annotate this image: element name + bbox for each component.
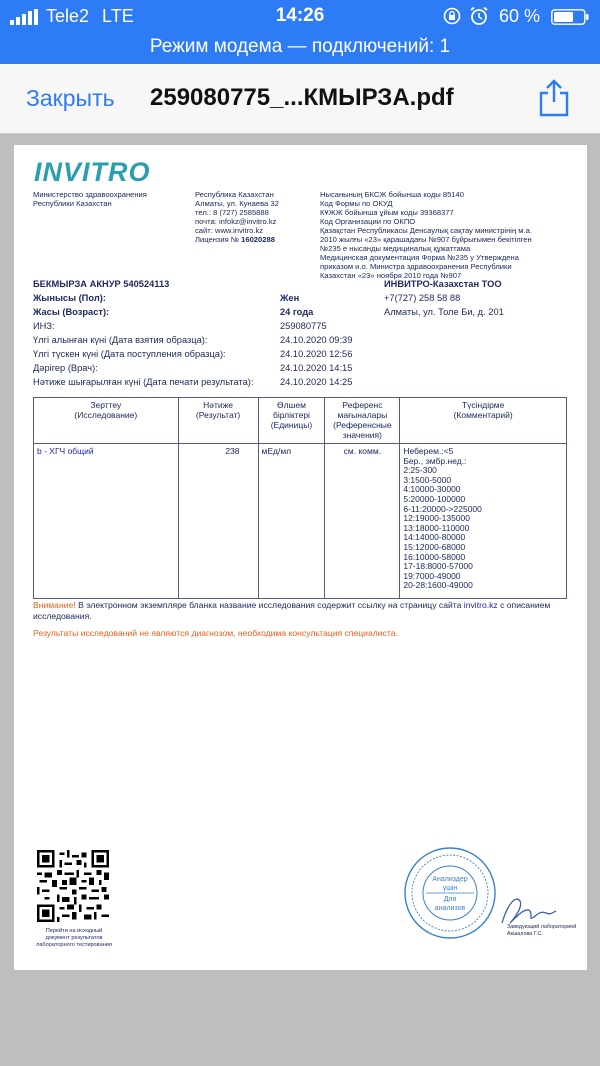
comment-line: 20-28:1600-49000 xyxy=(403,580,473,591)
header-line: Зерттеу xyxy=(90,400,122,410)
signature-caption-line: Акшалова Г.С. xyxy=(507,931,543,937)
sex-label: Жынысы (Пол): xyxy=(33,293,106,303)
header-line: (Комментарий) xyxy=(453,410,513,420)
form-code-line: Қазақстан Республикасы Денсаулық сақтау министрінің м.а. xyxy=(320,226,532,235)
form-code-line: Нысанының БКСЖ бойынша коды 85140 xyxy=(320,190,464,199)
stamp-line: анализов xyxy=(434,905,466,912)
lab-phone: +7(727) 258 58 88 xyxy=(384,293,461,303)
qr-caption-line: лабораторного тестирования xyxy=(36,942,112,948)
rotation-lock-icon xyxy=(443,7,461,25)
comment-line: 12:19000-135000 xyxy=(403,513,470,524)
table-header-row xyxy=(34,398,567,444)
sample-taken-label: Үлгі алынған күні (Дата взятия образца): xyxy=(33,335,208,345)
comment-line: 2:25-300 xyxy=(403,465,437,476)
reference-value: см. комм. xyxy=(325,444,400,599)
network-type: LTE xyxy=(102,6,134,26)
warning-text-end: с описанием исследования. xyxy=(33,600,551,621)
header-units xyxy=(258,398,325,444)
header-comment xyxy=(400,398,567,444)
table-row xyxy=(34,444,567,599)
license-number: 16020288 xyxy=(241,235,275,244)
header-line: Референс xyxy=(342,400,383,410)
inz-label: ИНЗ: xyxy=(33,321,55,331)
unit-value: мЕд/мл xyxy=(258,444,325,599)
document-nav-bar xyxy=(0,64,600,134)
comment-line: 6-11:20000->225000 xyxy=(403,503,482,514)
header-line: мағыналары xyxy=(337,410,388,420)
stamp-line: Анализдер xyxy=(432,876,468,883)
age-value: 24 года xyxy=(280,307,314,317)
invitro-site-link[interactable]: invitro.kz xyxy=(463,600,498,610)
clock: 14:26 xyxy=(275,5,325,26)
warning-label: Внимание! xyxy=(33,600,76,610)
warning-notice xyxy=(33,600,573,622)
age-label: Жасы (Возраст): xyxy=(33,307,110,317)
header-result xyxy=(178,398,258,444)
sample-taken-value: 24.10.2020 09:39 xyxy=(280,335,353,345)
contact-line: тел.: 8 (727) 2585888 xyxy=(195,208,269,217)
header-line: значения) xyxy=(342,430,382,440)
inz-value: 259080775 xyxy=(280,321,327,331)
contact-line: Алматы, ул. Кунаева 32 xyxy=(195,199,279,208)
lab-name: ИНВИТРО-Казахстан ТОО xyxy=(384,279,502,289)
tethering-banner[interactable]: Режим модема — подключений: 1 xyxy=(149,36,451,57)
comment-line: 5:20000-100000 xyxy=(403,493,466,504)
comment-line: 15:12000-68000 xyxy=(403,541,466,552)
test-name-link[interactable]: b - ХГЧ общий xyxy=(34,444,179,599)
form-code-line: Код Организации по ОКПО xyxy=(320,217,416,226)
disclaimer-note: Результаты исследований не являются диагнозом, необходима консультация специалиста. xyxy=(33,628,398,638)
comment-line: 3:1500-5000 xyxy=(403,474,452,485)
invitro-logo: INVITRO xyxy=(34,157,151,187)
header-line: Нәтиже xyxy=(203,400,234,410)
result-value: 238 xyxy=(178,444,258,599)
results-table xyxy=(33,397,567,599)
license-line xyxy=(195,235,320,244)
ministry-line: Министерство здравоохранения xyxy=(33,190,147,199)
ministry-line: Республики Казахстан xyxy=(33,199,112,208)
header-test xyxy=(34,398,179,444)
qr-caption-line: документ результатов xyxy=(45,935,103,941)
print-date-label: Нәтиже шығарылған күні (Дата печати результата): xyxy=(33,377,254,387)
header-line: Өлшем xyxy=(276,400,306,410)
comment-line: Неберем.:<5 xyxy=(403,446,454,456)
form-code-line: КҰЖЖ бойынша ұйым коды 39368377 xyxy=(320,208,454,217)
pdf-page xyxy=(14,145,587,970)
header-line: (Результат) xyxy=(195,410,241,420)
stamp-line: Для xyxy=(443,896,457,903)
stamp-line: үшін xyxy=(442,885,458,892)
comment-line: 13:18000-110000 xyxy=(403,522,470,533)
patient-name: БЕКМЫРЗА АКНУР 540524113 xyxy=(33,279,170,289)
alarm-icon xyxy=(469,6,489,26)
document-title: 259080775_...КМЫРЗА.pdf xyxy=(150,84,454,111)
print-date-value: 24.10.2020 14:25 xyxy=(280,377,353,387)
header-line: Түсіндірме xyxy=(461,400,505,410)
warning-text: В электронном экземпляре бланка название исследования содержит ссылку на страницу сайта xyxy=(75,600,464,610)
qr-caption-line: Перейти на исходный xyxy=(45,928,103,934)
contact-line: Республика Казахстан xyxy=(195,190,274,199)
status-row xyxy=(0,0,600,32)
close-button[interactable]: Закрыть xyxy=(26,85,115,111)
form-code-line: приказом и.о. Министра здравоохранения Республики xyxy=(320,262,512,271)
header-line: (Единицы) xyxy=(270,420,313,430)
license-label: Лицензия № xyxy=(195,235,239,244)
form-code-line: Медицинская документация Форма №235 у Утверждена xyxy=(320,253,519,262)
signature xyxy=(498,893,558,927)
form-code-line: 2010 жылғы «23» қарашадағы №907 бұйрығымен бекітілген xyxy=(320,235,532,244)
battery-icon xyxy=(551,9,589,25)
carrier-name: Tele2 xyxy=(46,6,90,26)
comment-line: 14:14000-80000 xyxy=(403,532,466,543)
form-code-line: Казахстан «23» ноября 2010 года №907 xyxy=(320,271,462,280)
header-ministry xyxy=(33,190,193,208)
sample-received-label: Үлгі түскен күні (Дата поступления образца): xyxy=(33,349,226,359)
header-line: (Исследование) xyxy=(74,410,138,420)
header-line: бірліктері xyxy=(272,410,310,420)
lab-stamp xyxy=(402,845,498,941)
comment-line: 16:10000-58000 xyxy=(403,551,466,562)
share-icon[interactable] xyxy=(536,78,572,118)
contact-line: почта: infokz@invitro.kz xyxy=(195,217,277,226)
form-code-line: Код Формы по ОКУД xyxy=(320,199,393,208)
comment-line: 4:10000-30000 xyxy=(403,484,461,495)
qr-caption xyxy=(36,928,112,949)
signature-caption-line: Заведующий лабораторией xyxy=(507,924,577,930)
qr-code[interactable] xyxy=(37,850,109,922)
comment-cell xyxy=(400,444,567,599)
doctor-label: Дәрігер (Врач): xyxy=(33,363,98,373)
lab-address: Алматы, ул. Толе Би, д. 201 xyxy=(384,307,504,317)
header-reference xyxy=(325,398,400,444)
signature-caption xyxy=(507,924,576,938)
comment-line: 17-18:8000-57000 xyxy=(403,561,473,572)
header-contacts xyxy=(195,190,320,244)
comment-line: Бер., эмбр.нед.: xyxy=(403,455,467,466)
contact-line: сайт: www.invitro.kz xyxy=(195,226,264,235)
form-code-line: №235 е нысанды медициналық құжаттама xyxy=(320,244,471,253)
comment-line: 19:7000-49000 xyxy=(403,570,461,581)
header-form-codes xyxy=(320,190,580,280)
battery-percent: 60 % xyxy=(499,6,541,26)
header-line: (Референсные xyxy=(333,420,392,430)
sample-received-value: 24.10.2020 12:56 xyxy=(280,349,353,359)
doctor-value: 24.10.2020 14:15 xyxy=(280,363,353,373)
status-bar xyxy=(0,0,600,64)
sex-value: Жен xyxy=(280,293,300,303)
